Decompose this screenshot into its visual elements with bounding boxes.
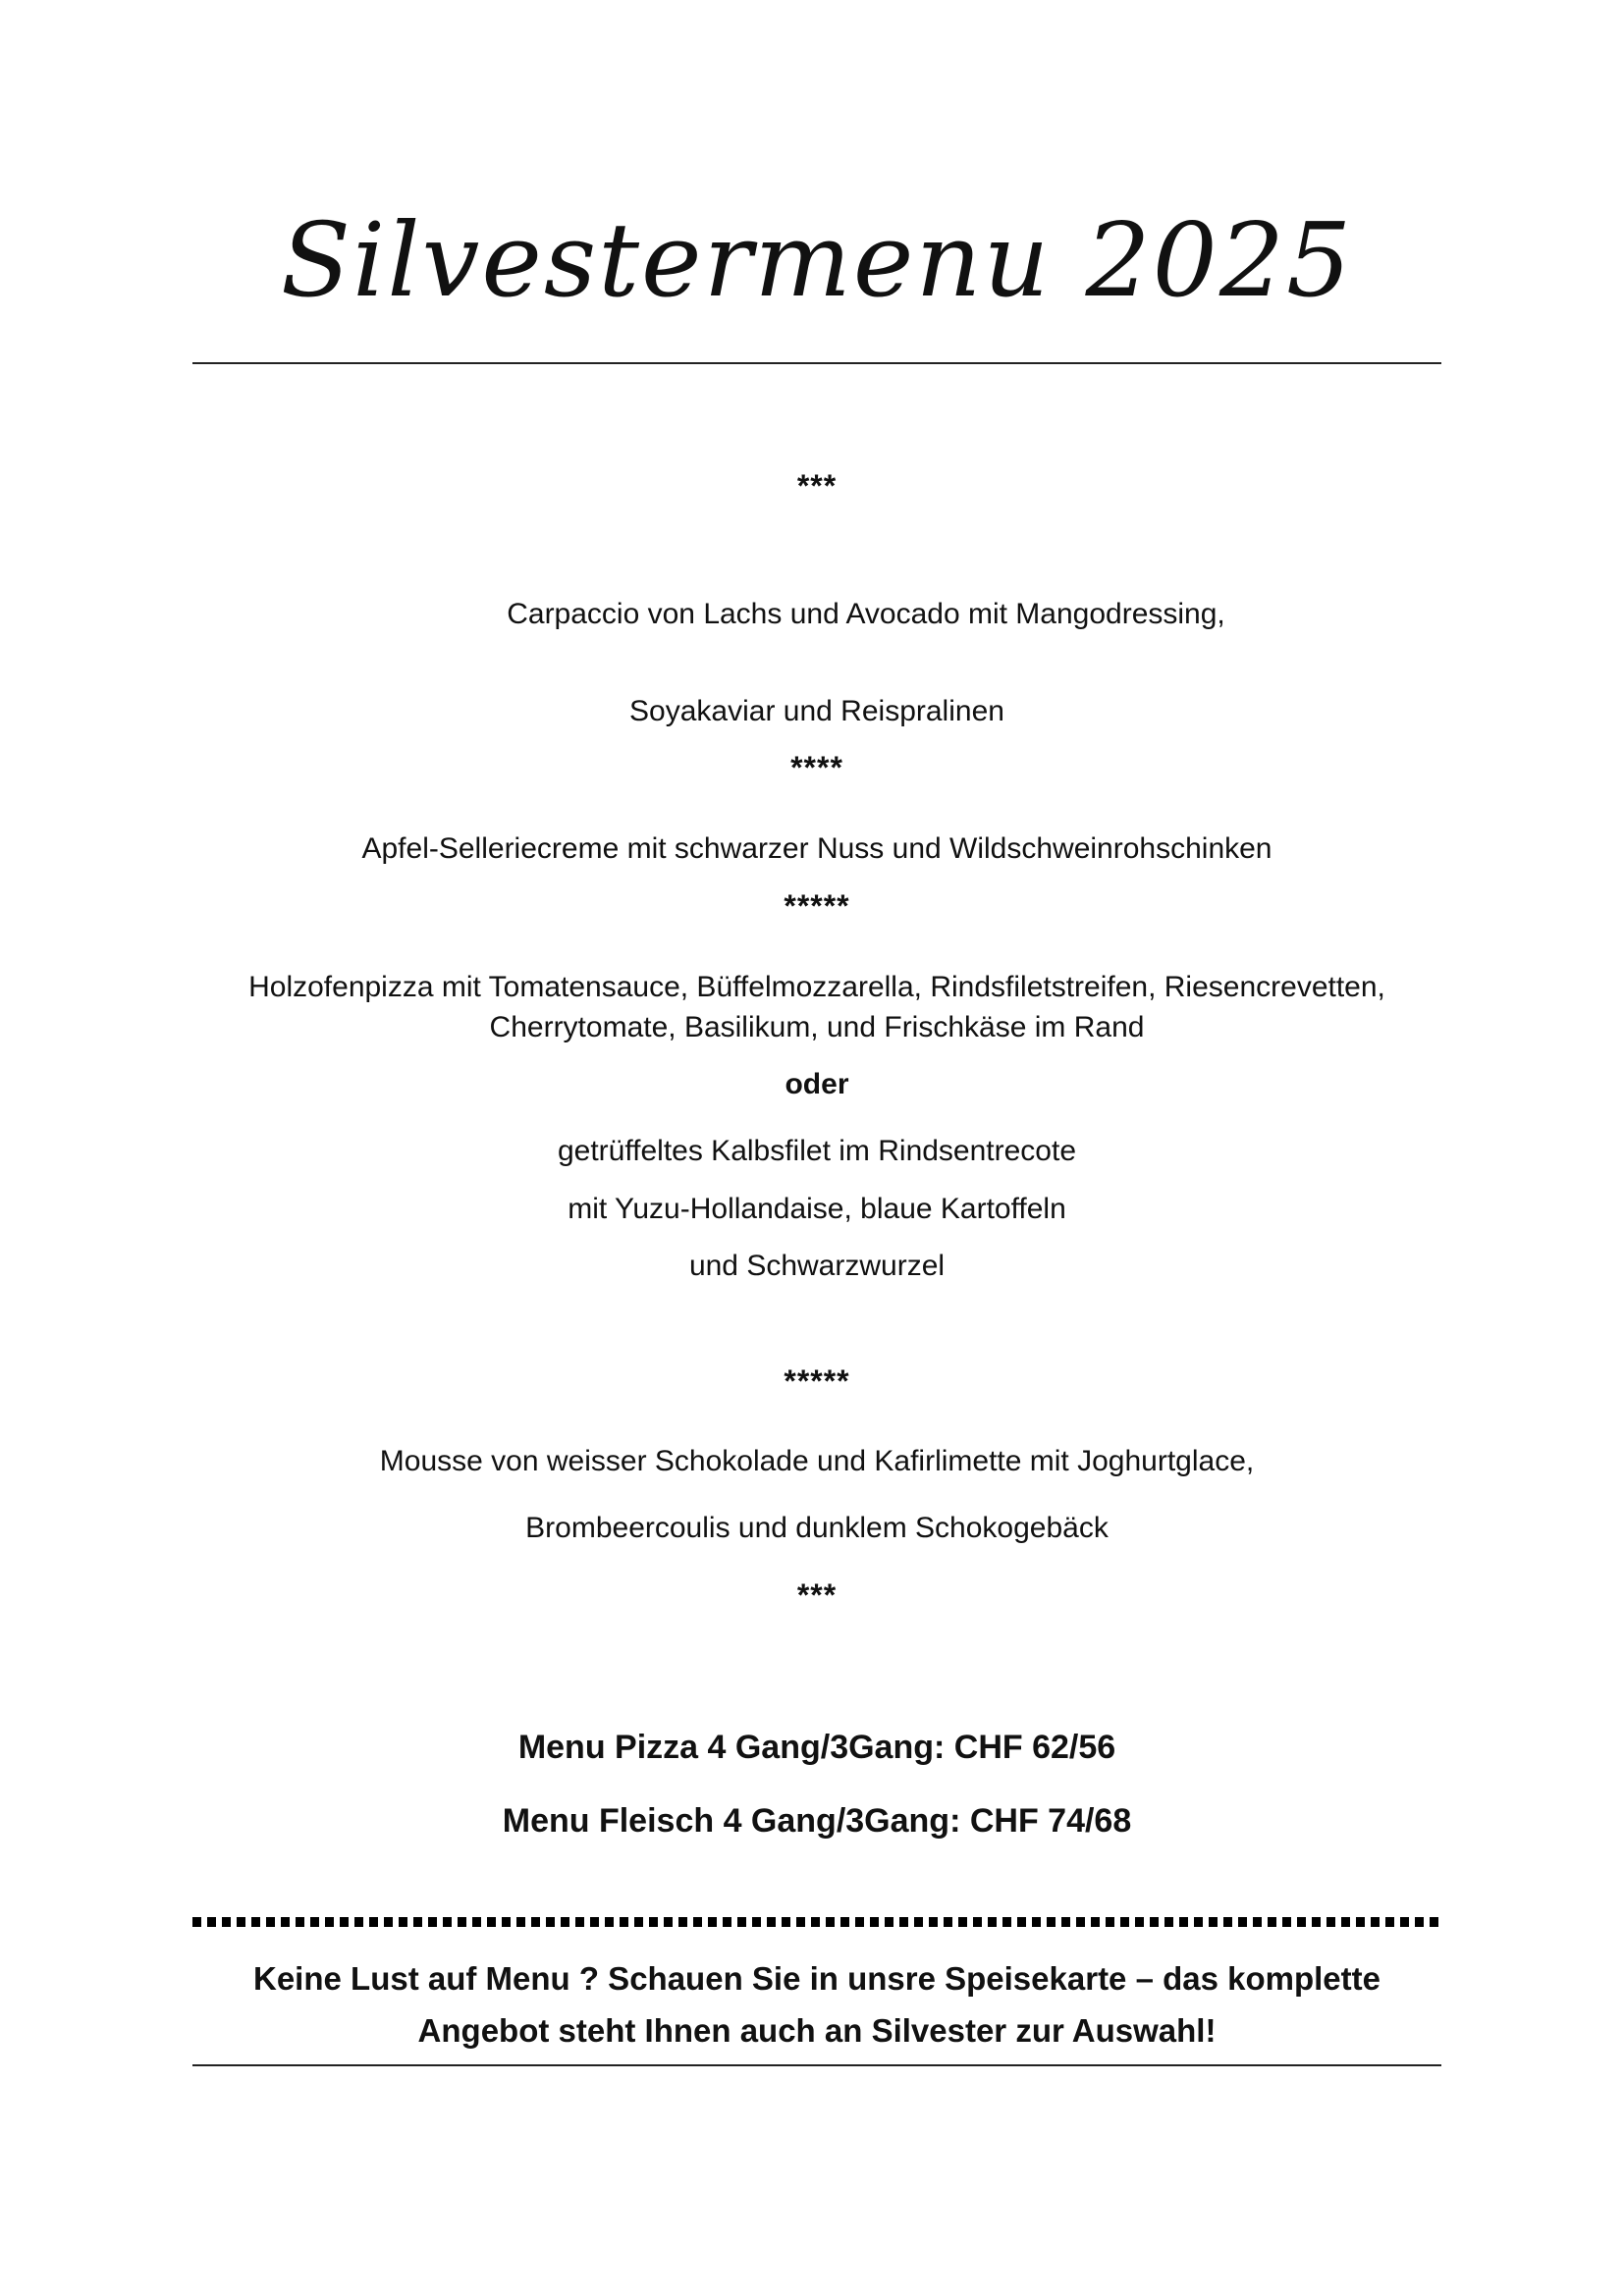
dessert-line-1: Mousse von weisser Schokolade und Kafirlimette mit Joghurtglace, [379, 1445, 1255, 1477]
main-pizza-line-2: Cherrytomate, Basilikum, und Frischkäse im Rand [489, 1011, 1145, 1043]
soup-line: Apfel-Selleriecreme mit schwarzer Nuss und Wildschweinrohschinken [361, 832, 1272, 865]
starter-line-1: Carpaccio von Lachs und Avocado mit Mangodressing, [507, 598, 1225, 630]
starter-line-2: Soyakaviar und Reispralinen [629, 695, 1004, 727]
title-divider [192, 362, 1441, 364]
main-pizza-line-1: Holzofenpizza mit Tomatensauce, Büffelmozzarella, Rindsfiletstreifen, Riesencrevetten, [248, 971, 1385, 1003]
notice-line-1: Keine Lust auf Menu ? Schauen Sie in unsre Speisekarte – das komplette [253, 1960, 1380, 1997]
price-pizza-menu: Menu Pizza 4 Gang/3Gang: CHF 62/56 [517, 1729, 1116, 1766]
separator-soup: **** [790, 750, 843, 785]
separator-dessert: ***** [784, 1363, 850, 1399]
menu-title: Silvestermenu 2025 [280, 200, 1354, 320]
bottom-divider [192, 2064, 1441, 2066]
price-meat-menu: Menu Fleisch 4 Gang/3Gang: CHF 74/68 [502, 1802, 1132, 1840]
separator-main: ***** [784, 888, 850, 924]
or-label: oder [785, 1068, 849, 1100]
main-meat-line-2: mit Yuzu-Hollandaise, blaue Kartoffeln [568, 1193, 1066, 1225]
main-meat-line-1: getrüffeltes Kalbsfilet im Rindsentrecote [557, 1135, 1077, 1167]
separator-end: *** [796, 1577, 838, 1613]
separator-top: *** [796, 468, 838, 504]
dessert-line-2: Brombeercoulis und dunklem Schokogebäck [525, 1512, 1109, 1544]
main-meat-line-3: und Schwarzwurzel [688, 1250, 946, 1282]
dotted-divider [192, 1917, 1441, 1927]
notice-line-2: Angebot steht Ihnen auch an Silvester zur Auswahl! [417, 2012, 1217, 2049]
